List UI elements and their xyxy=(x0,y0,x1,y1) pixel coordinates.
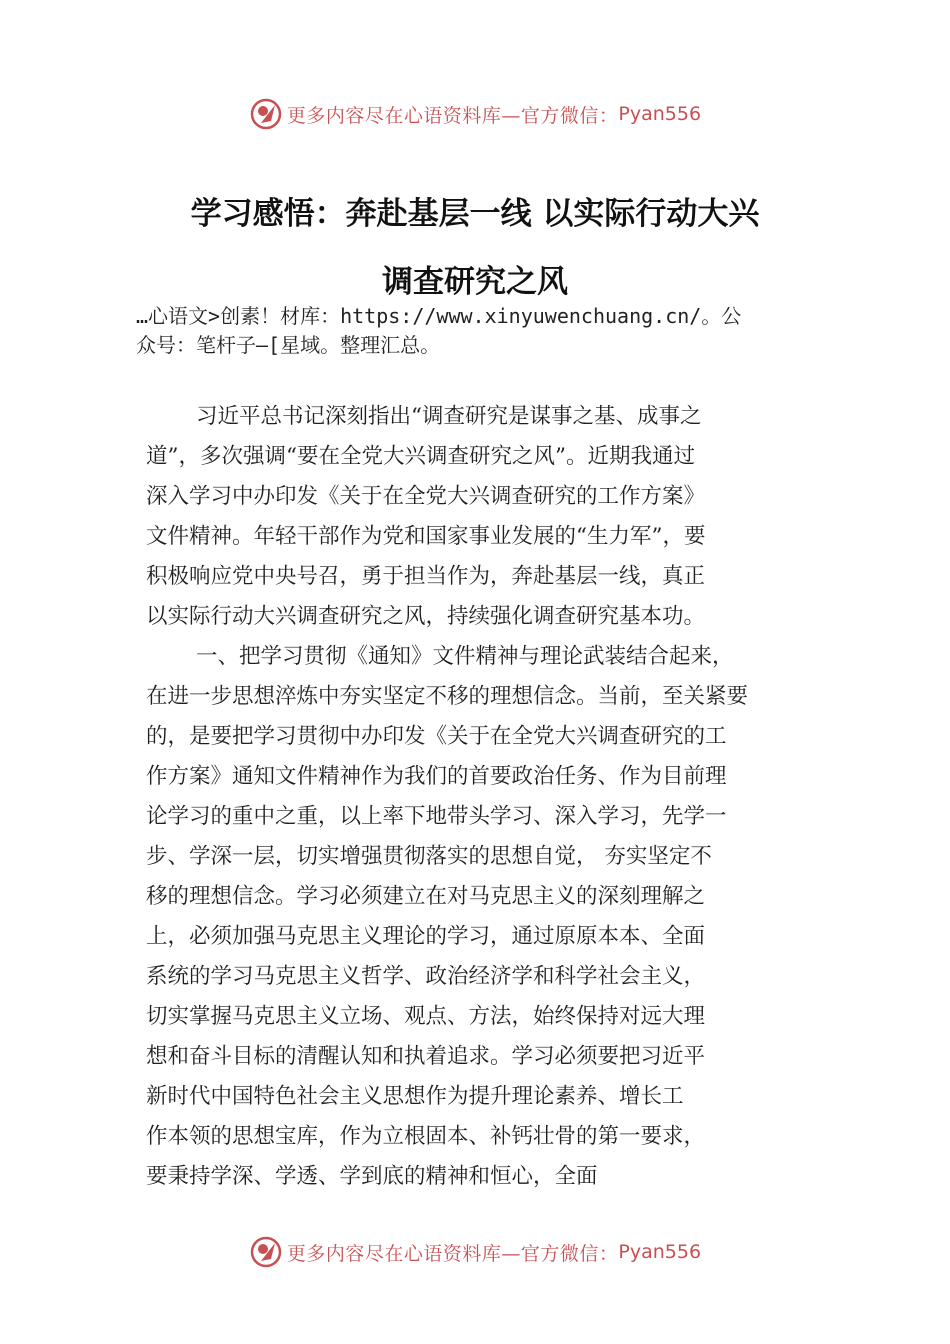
source-line-2: 众号：笔杆子—[星域。整理汇总。 xyxy=(136,333,441,357)
body-line: 一、把学习贯彻《通知》文件精神与理论武装结合起来， xyxy=(196,644,734,669)
body-line: 切实掌握马克思主义立场、观点、方法，始终保持对远大理 xyxy=(146,1004,706,1029)
header-banner xyxy=(0,94,950,134)
body-line: 作本领的思想宝库，作为立根固本、补钙壮骨的第一要求， xyxy=(146,1124,706,1149)
body-line: 习近平总书记深刻指出“调查研究是谋事之基、成事之 xyxy=(196,404,702,429)
body-line: 积极响应党中央号召，勇于担当作为，奔赴基层一线，真正 xyxy=(146,564,706,589)
body-line: 作方案》通知文件精神作为我们的首要政治任务、作为目前理 xyxy=(146,764,727,789)
banner-wechat-id: Pyan556 xyxy=(618,1241,702,1263)
body-line: 上，必须加强马克思主义理论的学习，通过原原本本、全面 xyxy=(146,924,706,949)
source-line-1: …心语文>创素！材库：https://www.xinyuwenchuang.cn/。公 xyxy=(136,304,742,328)
footer-banner xyxy=(0,1232,950,1272)
body-line: 步、学深一层，切实增强贯彻落实的思想自觉， 夯实坚定不 xyxy=(146,844,712,869)
document-title-line-2: 调查研究之风 xyxy=(382,264,568,300)
document-title-line-1: 学习感悟：奔赴基层一线 以实际行动大兴 xyxy=(190,196,760,232)
body-line: 系统的学习马克思主义哲学、政治经济学和科学社会主义， xyxy=(146,964,706,989)
body-line: 新时代中国特色社会主义思想作为提升理论素养、增长工 xyxy=(146,1084,684,1109)
body-line: 以实际行动大兴调查研究之风，持续强化调查研究基本功。 xyxy=(146,604,706,629)
document-body xyxy=(146,397,826,1197)
body-line: 文件精神。年轻干部作为党和国家事业发展的“生力军”，要 xyxy=(146,524,706,549)
body-line: 道”，多次强调“要在全党大兴调查研究之风”。近期我通过 xyxy=(146,444,695,469)
body-line: 移的理想信念。学习必须建立在对马克思主义的深刻理解之 xyxy=(146,884,706,909)
banner-text: 更多内容尽在心语资料库—官方微信： xyxy=(286,104,619,127)
body-line: 想和奋斗目标的清醒认知和执着追求。学习必须要把习近平 xyxy=(146,1044,706,1069)
pen-nib-logo-icon xyxy=(249,1235,283,1269)
source-note xyxy=(136,302,846,360)
body-line: 要秉持学深、学透、学到底的精神和恒心，全面 xyxy=(146,1164,598,1189)
body-line: 的，是要把学习贯彻中办印发《关于在全党大兴调查研究的工 xyxy=(146,724,727,749)
body-line: 深入学习中办印发《关于在全党大兴调查研究的工作方案》 xyxy=(146,484,706,509)
body-line: 论学习的重中之重，以上率下地带头学习、深入学习，先学一 xyxy=(146,804,727,829)
body-line: 在进一步思想淬炼中夯实坚定不移的理想信念。当前，至关紧要 xyxy=(146,684,749,709)
banner-text: 更多内容尽在心语资料库—官方微信： xyxy=(286,1242,619,1265)
pen-nib-logo-icon xyxy=(249,97,283,131)
banner-wechat-id: Pyan556 xyxy=(618,103,702,125)
